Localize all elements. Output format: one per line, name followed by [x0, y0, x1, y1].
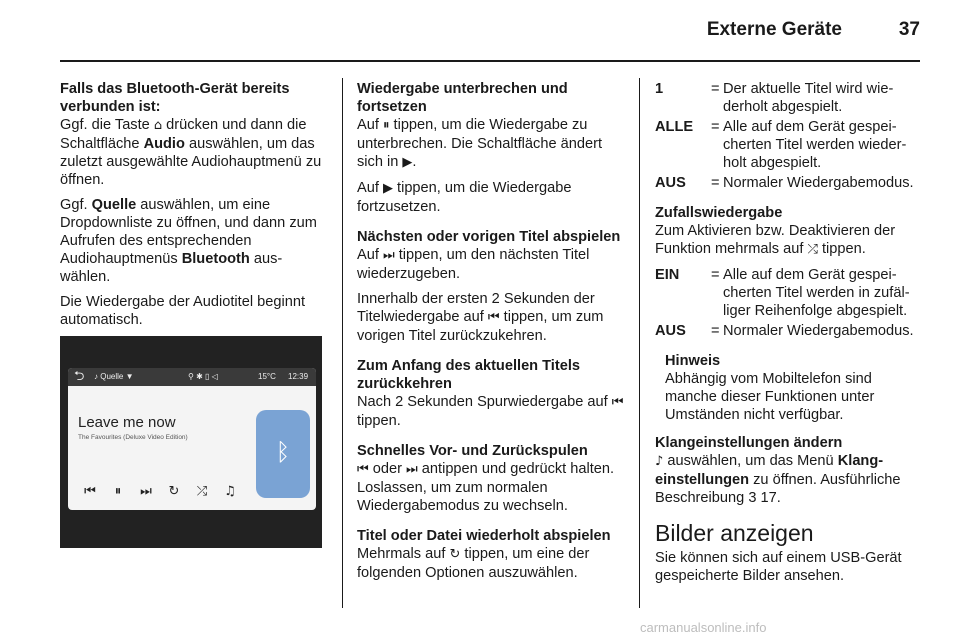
- paragraph-next: Auf ⏭ tippen, um den nächsten Titel wiederzugeben.: [357, 247, 590, 282]
- page-header: [0, 0, 960, 62]
- previous-icon: ⏮: [357, 462, 369, 477]
- paragraph-restart: Nach 2 Sekunden Spurwiedergabe auf ⏮ tippen.: [357, 394, 624, 429]
- section-restart: [357, 357, 625, 430]
- music-note-icon: ♪: [655, 454, 664, 469]
- paragraph-previous: Innerhalb der ersten 2 Sekunden der Titelwiedergabe auf ⏮ tippen, um zum vorigen Titel zurückzukehren.: [357, 291, 604, 344]
- temperature: 15°C: [258, 372, 276, 381]
- header-rule: [60, 60, 920, 62]
- previous-icon: ⏮: [84, 484, 96, 499]
- paragraph-home-audio: Ggf. die Taste ⌂ drücken und dann die Schaltfläche Audio auswählen, um das zuletzt ausgewählte Audiohauptmenü zu öffnen.: [60, 117, 322, 188]
- song-title: Leave me now: [78, 414, 176, 431]
- shuffle-icon: ⤮: [196, 484, 208, 499]
- section-seek: [357, 442, 625, 515]
- option-row: 1 = Der aktuelle Titel wird wiederholt abgespielt.: [655, 81, 894, 115]
- next-icon: ⏭: [140, 484, 152, 499]
- home-icon: ⌂: [153, 118, 163, 133]
- note-text: Abhängig vom Mobiltelefon sind manche dieser Funktionen unter Umständen nicht verfügbar.: [665, 371, 875, 423]
- section-sound-settings: [655, 434, 921, 507]
- section-heading-shuffle: Zufallswiedergabe: [655, 205, 783, 221]
- paragraph-autoplay: Die Wiedergabe der Audiotitel beginnt automatisch.: [60, 294, 306, 328]
- paragraph-pause: Auf ⏸ tippen, um die Wiedergabe zu unterbrechen. Die Schaltfläche ändert sich in ▶.: [357, 117, 603, 170]
- option-row: ALLE = Alle auf dem Gerät gespeicherten Titel werden wiederholt abgespielt.: [655, 119, 907, 171]
- playback-controls: [76, 484, 244, 499]
- page-number: 37: [898, 19, 920, 40]
- infotainment-screen-photo: [60, 336, 322, 548]
- section-heading-restart: Zum Anfang des aktuellen Titels zurückkehren: [357, 358, 581, 392]
- section-heading-next-previous: Nächsten oder vorigen Titel abspielen: [357, 229, 621, 245]
- paragraph-pictures: Sie können sich auf einem USB-Gerät gespeicherte Bilder ansehen.: [655, 550, 902, 584]
- paragraph-quelle: Ggf. Quelle auswählen, um eine Dropdownliste zu öffnen, und dann zum Aufrufen des entsprechenden Audiohauptmenüs Bluetooth auswählen.: [60, 197, 317, 285]
- back-icon: ⮌: [74, 369, 85, 384]
- next-icon: ⏭: [382, 248, 395, 263]
- note-heading: Hinweis: [665, 353, 721, 369]
- bluetooth-icon: ᛒ: [275, 438, 291, 466]
- section-heading-sound-settings: Klangeinstellungen ändern: [655, 435, 843, 451]
- paragraph-seek: ⏮ oder ⏭ antippen und gedrückt halten. Loslassen, um zum normalen Wiedergabemodus zu wechseln.: [357, 461, 615, 514]
- section-repeat: [357, 527, 625, 582]
- section-heading-repeat: Titel oder Datei wiederholt abspielen: [357, 528, 611, 544]
- screen-status-bar: [68, 368, 316, 386]
- sound-settings-icon: ♫: [224, 484, 236, 499]
- column-divider-2: [639, 78, 640, 608]
- section-heading-seek: Schnelles Vor- und Zurückspulen: [357, 443, 588, 459]
- paragraph-sound-settings: ♪ auswählen, um das Menü Klangeinstellungen zu öffnen. Ausführliche Beschreibung 3 17.: [655, 453, 901, 506]
- repeat-icon: ↻: [168, 484, 180, 499]
- play-icon: ▶: [382, 181, 393, 196]
- pause-icon: ⏸: [114, 484, 122, 499]
- column-3: [655, 80, 921, 592]
- column-divider-1: [342, 78, 343, 608]
- option-row: EIN = Alle auf dem Gerät gespeicherten Titel werden in zufälliger Reihenfolge abgespielt.: [655, 267, 910, 319]
- repeat-options: [655, 80, 921, 192]
- previous-icon: ⏮: [611, 395, 624, 410]
- section-title-pictures: Bilder anzeigen: [655, 520, 814, 546]
- bluetooth-card: [256, 410, 310, 498]
- paragraph-repeat: Mehrmals auf ↻ tippen, um eine der folgenden Optionen auszuwählen.: [357, 546, 590, 581]
- repeat-icon: ↻: [449, 547, 461, 562]
- section-shuffle: [655, 204, 921, 340]
- option-row: AUS = Normaler Wiedergabemodus.: [655, 175, 914, 191]
- section-heading-pause-resume: Wiedergabe unterbrechen und fortsetzen: [357, 81, 568, 115]
- option-row: AUS = Normaler Wiedergabemodus.: [655, 323, 914, 339]
- pause-icon: ⏸: [382, 118, 390, 133]
- previous-icon: ⏮: [487, 310, 500, 325]
- section-next-previous: [357, 228, 625, 345]
- section-heading-bluetooth-connected: Falls das Bluetooth-Gerät bereits verbunden ist:: [60, 81, 290, 115]
- status-icons: ⚲ ✱ ▯ ◁: [188, 372, 218, 381]
- note-box: [665, 352, 921, 424]
- section-pause-resume: [357, 80, 625, 216]
- column-2: [357, 80, 625, 594]
- column-1: [60, 80, 326, 336]
- watermark: carmanualsonline.info: [640, 620, 767, 635]
- source-dropdown: ♪ Quelle ▼: [94, 372, 134, 381]
- header-title: Externe Geräte: [706, 19, 842, 40]
- album-name: The Favourites (Deluxe Video Edition): [78, 434, 188, 441]
- clock: 12:39: [288, 372, 309, 381]
- play-icon: ▶: [402, 155, 413, 170]
- paragraph-resume: Auf ▶ tippen, um die Wiedergabe fortzusetzen.: [357, 180, 572, 215]
- shuffle-icon: ⤮: [807, 242, 818, 257]
- infotainment-screen: [68, 368, 316, 510]
- paragraph-shuffle: Zum Aktivieren bzw. Deaktivieren der Funktion mehrmals auf ⤮ tippen.: [655, 223, 896, 257]
- next-icon: ⏭: [406, 462, 418, 477]
- page-reference: 3 17.: [748, 490, 781, 506]
